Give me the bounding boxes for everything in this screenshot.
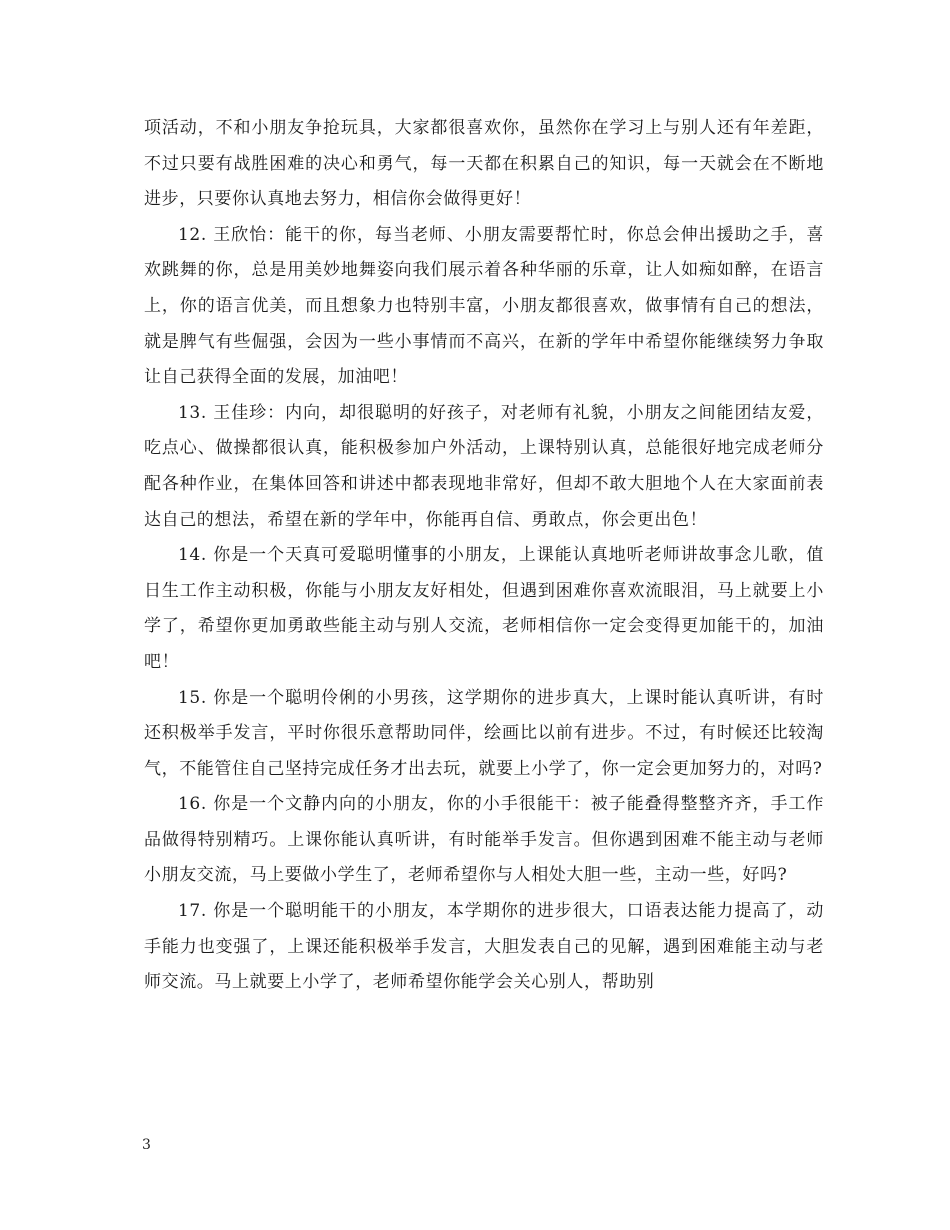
paragraph-item-12: 12. 王欣怡：能干的你，每当老师、小朋友需要帮忙时，你总会伸出援助之手，喜欢跳舞的你，总是用美妙地舞姿向我们展示着各种华丽的乐章，让人如痴如醉，在语言上，你的语言优美，而且想象力也特别丰富，小朋友都很喜欢，做事情有自己的想法，就是脾气有些倔强，会因为一些小事情而不高兴，在新的学年中希望你能继续努力争取让自己获得全面的发展，加油吧！ [144,224,824,388]
paragraph-item-13: 13. 王佳珍：内向，却很聪明的好孩子，对老师有礼貌，小朋友之间能团结友爱，吃点心、做操都很认真，能积极参加户外活动，上课特别认真，总能很好地完成老师分配各种作业，在集体回答和讲述中都表现地非常好，但却不敢大胆地个人在大家面前表达自己的想法，希望在新的学年中，你能再自信、勇敢点，你会更出色！ [144,402,824,530]
page-number: 3 [142,1137,151,1153]
paragraph-continuation: 项活动，不和小朋友争抢玩具，大家都很喜欢你，虽然你在学习上与别人还有年差距，不过只要有战胜困难的决心和勇气，每一天都在积累自己的知识，每一天就会在不断地进步，只要你认真地去努力，相信你会做得更好！ [144,118,824,210]
paragraph-item-14: 14. 你是一个天真可爱聪明懂事的小朋友，上课能认真地听老师讲故事念儿歌，值日生工作主动积极，你能与小朋友友好相处，但遇到困难你喜欢流眼泪，马上就要上小学了，希望你更加勇敢些能主动与别人交流，老师相信你一定会变得更加能干的，加油吧！ [144,545,824,672]
paragraph-item-16: 16. 你是一个文静内向的小朋友，你的小手很能干：被子能叠得整整齐齐，手工作品做得特别精巧。上课你能认真听讲，有时能举手发言。但你遇到困难不能主动与老师小朋友交流，马上要做小学生了，老师希望你与人相处大胆一些，主动一些，好吗? [144,794,824,886]
paragraph-item-15: 15. 你是一个聪明伶俐的小男孩，这学期你的进步真大，上课时能认真听讲，有时还积极举手发言，平时你很乐意帮助同伴，绘画比以前有进步。不过，有时候还比较淘气，不能管住自己坚持完成任务才出去玩，就要上小学了，你一定会更加努力的，对吗? [144,687,824,779]
body-text [144,111,824,1001]
paragraph-item-17: 17. 你是一个聪明能干的小朋友，本学期你的进步很大，口语表达能力提高了，动手能力也变强了，上课还能积极举手发言，大胆发表自己的见解，遇到困难能主动与老师交流。马上就要上小学了，老师希望你能学会关心别人，帮助别 [144,901,824,993]
